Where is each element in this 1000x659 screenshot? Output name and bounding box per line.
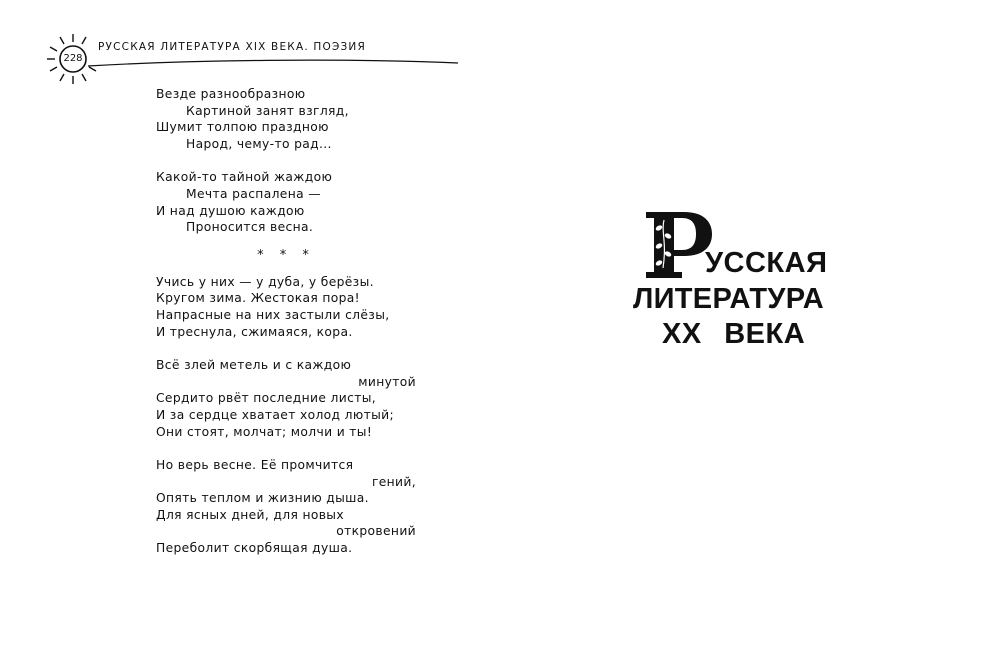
section-title-line-3: XX ВЕКА (662, 318, 806, 350)
poem-line: откровений (336, 524, 416, 539)
poem-line: Для ясных дней, для новых (156, 507, 344, 522)
poem-line: И за сердце хватает холод лютый; (156, 407, 394, 422)
page-number: 228 (63, 53, 83, 64)
running-title: РУССКАЯ ЛИТЕРАТУРА XIX ВЕКА. ПОЭЗИЯ (98, 41, 366, 53)
poem-line: Всё злей метель и с каждою (156, 358, 352, 373)
poem (156, 86, 416, 557)
poem-line: Шумит толпою праздною (156, 120, 329, 135)
poem-line: И треснула, сжимаяся, кора. (156, 324, 353, 339)
poem-line: Везде разнообразною (156, 87, 306, 101)
drop-cap-letter (644, 208, 714, 280)
running-header (40, 30, 470, 90)
poem-line: Проносится весна. (186, 220, 314, 235)
poem-line: Они стоят, молчат; молчи и ты! (156, 424, 373, 439)
poem-line: Но верь весне. Её промчится (156, 458, 354, 473)
poem-line: Картиной занят взгляд, (186, 103, 349, 118)
header-rule (40, 30, 470, 90)
poem-line: Опять теплом и жизнию дыша. (156, 491, 369, 506)
poem-line: Сердито рвёт последние листы, (156, 391, 377, 406)
poem-line: Народ, чему-то рад... (186, 136, 332, 151)
poem-line: Учись у них — у дуба, у берёзы. (156, 274, 374, 289)
stanza-separator: * * * (257, 247, 315, 263)
poem-line: Мечта распалена — (186, 186, 321, 201)
poem-line: гений, (371, 474, 416, 489)
poem-line: И над душою каждою (156, 203, 305, 218)
poem-line: минутой (358, 374, 416, 389)
section-title-line-1: УССКАЯ (705, 247, 828, 279)
poem-line: Кругом зима. Жестокая пора! (156, 291, 360, 306)
poem-line: Какой-то тайной жаждою (156, 170, 333, 185)
section-title-line-2: ЛИТЕРАТУРА (633, 283, 825, 315)
poem-line: Напрасные на них застыли слёзы, (156, 307, 390, 322)
poem-line: Переболит скорбящая душа. (156, 541, 353, 556)
